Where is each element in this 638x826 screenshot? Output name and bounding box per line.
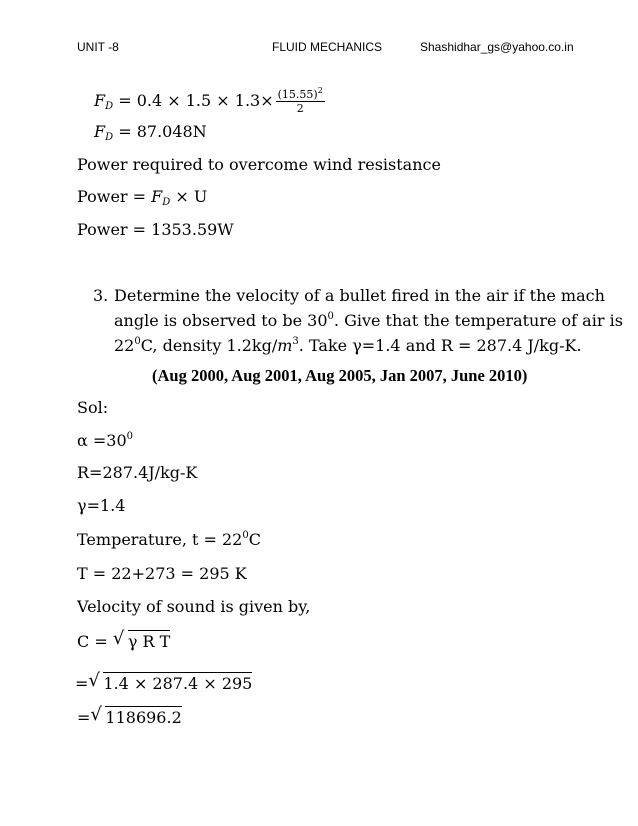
gamma-value: γ=1.4 — [77, 496, 126, 515]
temperature-celsius: Temperature, $t = 22^0C$ — [77, 530, 261, 549]
sqrt: √ 1.4 × 287.4 × 295 — [88, 670, 253, 693]
header-subject: FLUID MECHANICS — [272, 40, 383, 54]
power-equation: Power = $F_D \times U$ — [77, 187, 208, 208]
drag-force-equation: $F_D = 0.4 \times 1.5 \times 1.3\times$ $\frac{(15.55)^2}{2}$ — [94, 86, 323, 115]
problem-line-2: angle is observed to be $30^0$. Give that the temperature of air is — [114, 311, 623, 330]
gas-constant: R=287.4J/kg-K — [77, 463, 198, 482]
power-value: Power = 1353.59W — [77, 220, 234, 239]
velocity-step-1: = √ 1.4 × 287.4 × 295 — [75, 670, 253, 693]
power-intro: Power required to overcome wind resistance — [77, 155, 441, 174]
problem-number: 3. — [93, 286, 109, 305]
problem-line-3: $22^0C$, density $1.2kg/m^3$. Take γ=1.4 and R = 287.4 J/kg-K. — [114, 336, 582, 355]
temperature-kelvin: T = 22+273 = 295 K — [77, 564, 247, 583]
velocity-intro: Velocity of sound is given by, — [77, 597, 311, 616]
sqrt: √ γ R T — [112, 628, 171, 651]
header-unit: UNIT -8 — [77, 40, 119, 54]
fraction: $\frac{(15.55)^2}{2}$ — [277, 86, 323, 115]
sqrt: √ 118696.2 — [90, 704, 182, 727]
problem-line-1: Determine the velocity of a bullet fired in the air if the mach — [114, 286, 605, 305]
velocity-step-2: = √ 118696.2 — [77, 704, 182, 727]
mach-angle: $\alpha =30^0$ — [77, 431, 134, 450]
sound-velocity-formula: C = √ γ R T — [77, 628, 171, 651]
solution-label: Sol: — [77, 398, 109, 417]
exam-reference: (Aug 2000, Aug 2001, Aug 2005, Jan 2007, June 2010) — [152, 366, 528, 385]
header-email: Shashidhar_gs@yahoo.co.in — [420, 40, 574, 54]
drag-force-result: $F_D = 87.048N$ — [94, 122, 207, 143]
